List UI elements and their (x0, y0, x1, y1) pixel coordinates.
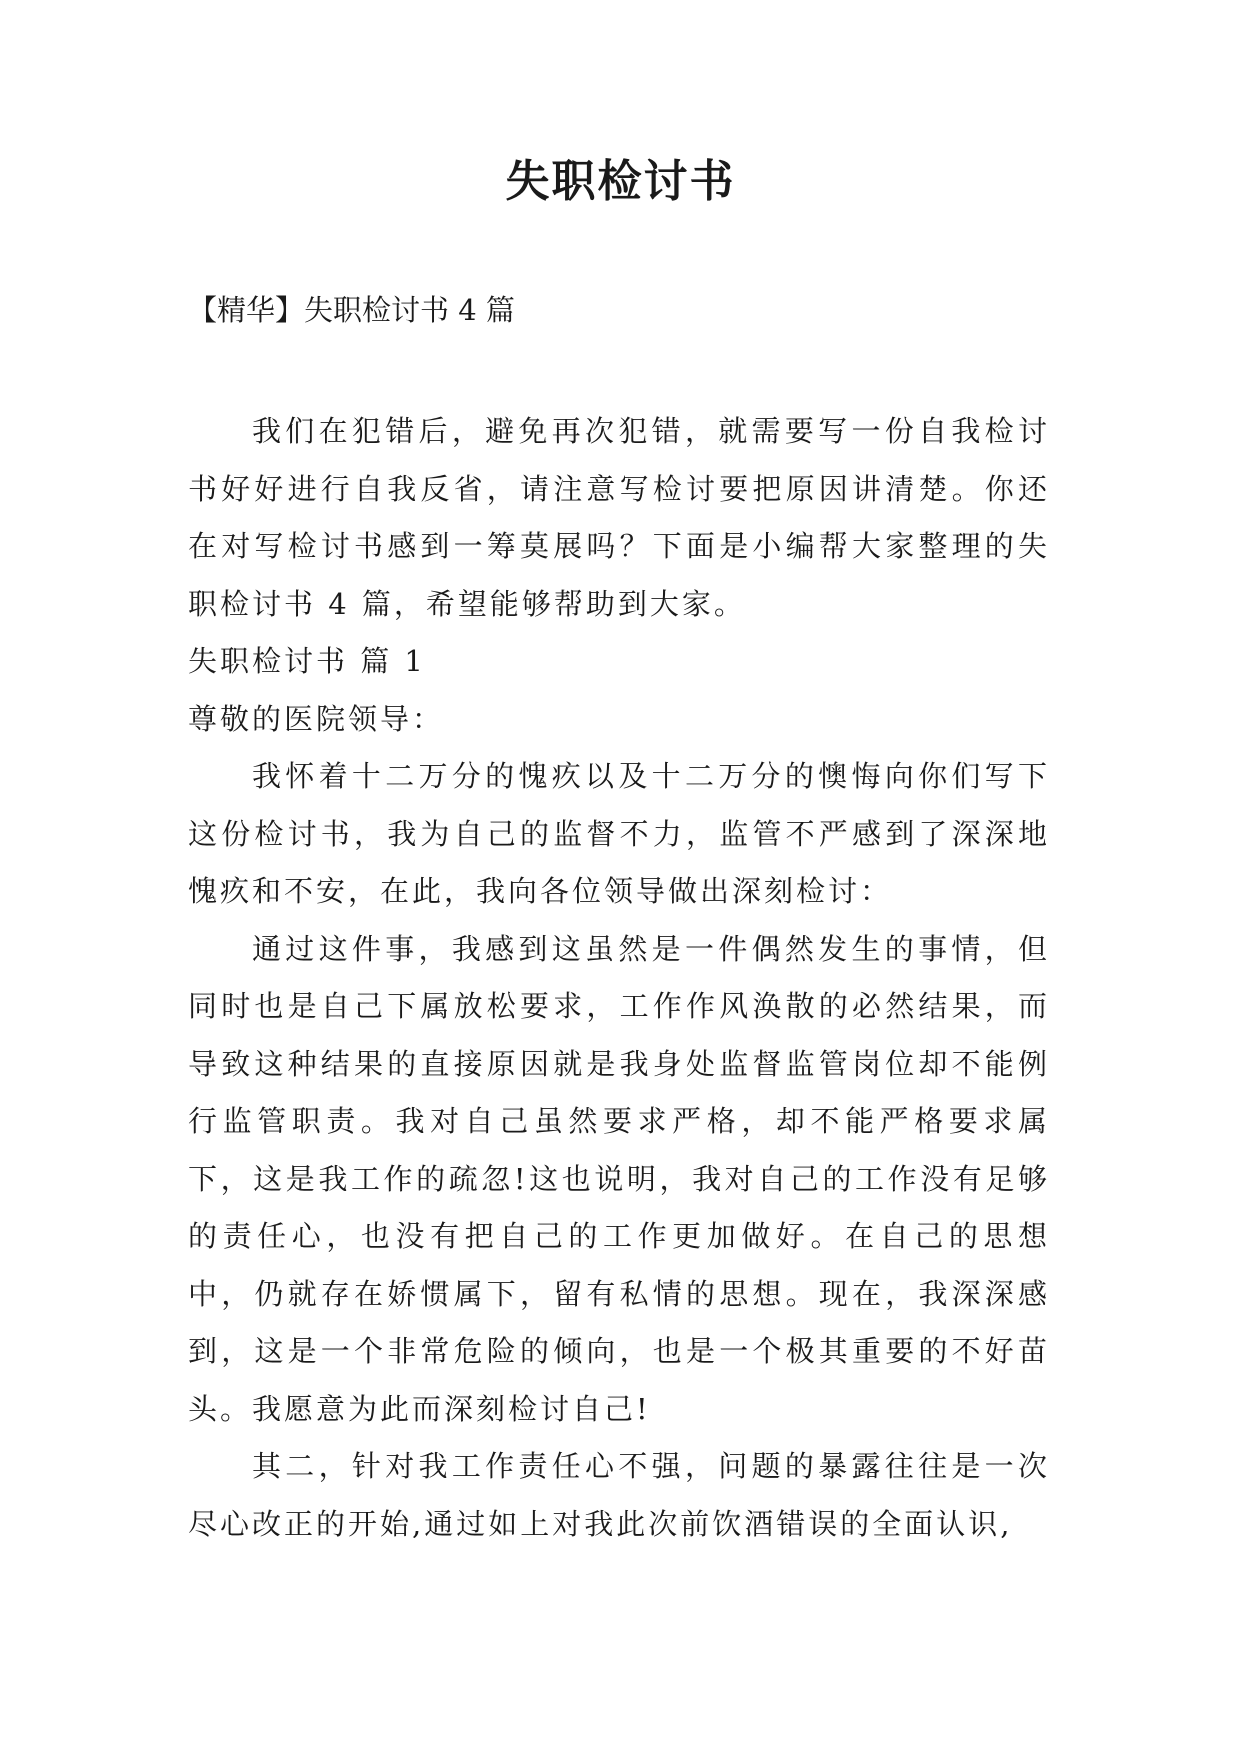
body-paragraph: 我怀着十二万分的愧疚以及十二万分的懊悔向你们写下这份检讨书，我为自己的监督不力，监管不严感到了深深地愧疚和不安，在此，我向各位领导做出深刻检讨： (188, 759, 1050, 908)
body-paragraph: 其二，针对我工作责任心不强，问题的暴露往往是一次尽心改正的开始,通过如上对我此次前饮酒错误的全面认识, (188, 1449, 1050, 1541)
body-paragraph: 通过这件事，我感到这虽然是一件偶然发生的事情，但同时也是自己下属放松要求，工作作风涣散的必然结果，而导致这种结果的直接原因就是我身处监督监管岗位却不能例行监管职责。我对自己虽然要求严格，却不能严格要求属下，这是我工作的疏忽!这也说明，我对自己的工作没有足够的责任心，也没有把自己的工作更加做好。在自己的思想中，仍就存在娇惯属下，留有私情的思想。现在，我深深感到，这是一个非常危险的倾向，也是一个极其重要的不好苗头。我愿意为此而深刻检讨自己! (188, 931, 1050, 1426)
section-heading: 失职检讨书 篇 1 (188, 644, 426, 678)
document-subtitle: 【精华】失职检讨书 4 篇 (188, 293, 515, 327)
intro-paragraph: 我们在犯错后，避免再次犯错，就需要写一份自我检讨书好好进行自我反省，请注意写检讨要把原因讲清楚。你还在对写检讨书感到一筹莫展吗？下面是小编帮大家整理的失职检讨书 4 篇，希望能够帮助到大家。 (188, 414, 1050, 621)
salutation: 尊敬的医院领导： (188, 701, 445, 736)
document-body (188, 403, 1050, 1553)
document-title: 失职检讨书 (505, 156, 736, 207)
